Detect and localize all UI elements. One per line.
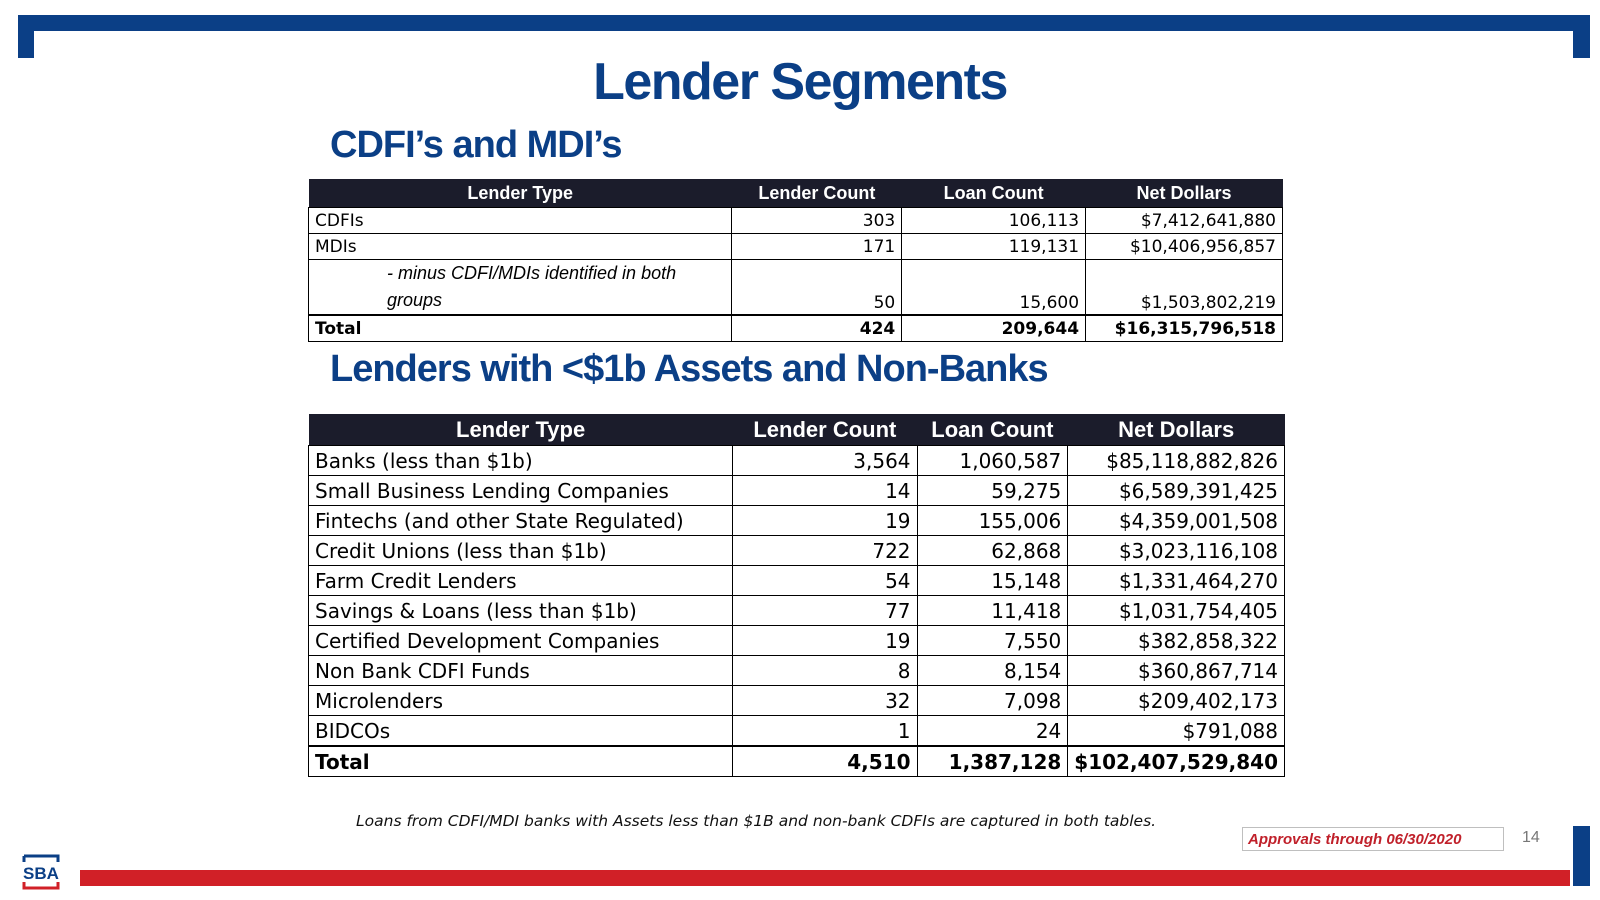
table-row [309,716,1285,747]
lender-type-cell: Non Bank CDFI Funds [309,656,733,686]
sba-logo-text: SBA [23,864,59,883]
lender-count-cell: 32 [733,686,917,716]
table-total-row [309,315,1283,342]
column-header: Loan Count [902,179,1086,208]
column-header: Net Dollars [1086,179,1283,208]
lender-count-cell: 171 [732,234,902,260]
total-loan-count-cell: 209,644 [902,315,1086,342]
total-net-dollars-cell: $16,315,796,518 [1086,315,1283,342]
lender-count-cell: 19 [733,506,917,536]
loan-count-cell: 7,550 [917,626,1068,656]
lender-type-cell: Savings & Loans (less than $1b) [309,596,733,626]
loan-count-cell: 8,154 [917,656,1068,686]
net-dollars-cell: $1,331,464,270 [1068,566,1285,596]
lender-type-cell: CDFIs [309,208,732,234]
cdfi-mdi-table [308,179,1283,342]
net-dollars-cell: $1,503,802,219 [1086,260,1283,316]
page-title: Lender Segments [593,53,1007,111]
net-dollars-cell: $1,031,754,405 [1068,596,1285,626]
total-net-dollars-cell: $102,407,529,840 [1068,746,1285,777]
table-row [309,656,1285,686]
column-header: Lender Type [309,414,733,446]
lender-type-cell: MDIs [309,234,732,260]
loan-count-cell: 24 [917,716,1068,747]
lender-type-cell: - minus CDFI/MDIs identified in both groups [309,260,732,316]
table-row [309,234,1283,260]
total-lender-count-cell: 424 [732,315,902,342]
section-heading-cdfi-mdi: CDFI’s and MDI’s [330,124,622,166]
loan-count-cell: 15,148 [917,566,1068,596]
table-row [309,260,1283,316]
net-dollars-cell: $4,359,001,508 [1068,506,1285,536]
column-header: Net Dollars [1068,414,1285,446]
lender-count-cell: 77 [733,596,917,626]
total-loan-count-cell: 1,387,128 [917,746,1068,777]
column-header: Lender Type [309,179,732,208]
loan-count-cell: 1,060,587 [917,446,1068,476]
lender-type-cell: Fintechs (and other State Regulated) [309,506,733,536]
bottom-red-bar [80,870,1570,886]
lender-type-cell: Farm Credit Lenders [309,566,733,596]
section-heading-small-lenders: Lenders with <$1b Assets and Non-Banks [330,348,1048,390]
net-dollars-cell: $791,088 [1068,716,1285,747]
table-row [309,686,1285,716]
net-dollars-cell: $6,589,391,425 [1068,476,1285,506]
footnote: Loans from CDFI/MDI banks with Assets less than $1B and non-bank CDFIs are captured in both tables. [356,812,1157,830]
sba-logo-icon [18,850,64,890]
lender-type-cell: Small Business Lending Companies [309,476,733,506]
small-lenders-table [308,414,1285,777]
net-dollars-cell: $85,118,882,826 [1068,446,1285,476]
total-label-cell: Total [309,746,733,777]
table-header-row [309,179,1283,208]
net-dollars-cell: $10,406,956,857 [1086,234,1283,260]
lender-type-cell: Microlenders [309,686,733,716]
table-row [309,566,1285,596]
table-row [309,506,1285,536]
total-label-cell: Total [309,315,732,342]
table-row [309,476,1285,506]
table-row [309,446,1285,476]
total-lender-count-cell: 4,510 [733,746,917,777]
bottom-right-border [1573,826,1590,886]
lender-count-cell: 3,564 [733,446,917,476]
net-dollars-cell: $209,402,173 [1068,686,1285,716]
loan-count-cell: 119,131 [902,234,1086,260]
lender-count-cell: 14 [733,476,917,506]
column-header: Lender Count [732,179,902,208]
loan-count-cell: 62,868 [917,536,1068,566]
lender-count-cell: 50 [732,260,902,316]
column-header: Lender Count [733,414,917,446]
lender-type-cell: BIDCOs [309,716,733,747]
column-header: Loan Count [917,414,1068,446]
table-row [309,626,1285,656]
loan-count-cell: 155,006 [917,506,1068,536]
lender-count-cell: 303 [732,208,902,234]
net-dollars-cell: $7,412,641,880 [1086,208,1283,234]
approvals-note: Approvals through 06/30/2020 [1242,827,1504,851]
loan-count-cell: 106,113 [902,208,1086,234]
table-row [309,536,1285,566]
table-header-row [309,414,1285,446]
loan-count-cell: 7,098 [917,686,1068,716]
lender-count-cell: 8 [733,656,917,686]
lender-count-cell: 54 [733,566,917,596]
net-dollars-cell: $3,023,116,108 [1068,536,1285,566]
lender-type-cell: Banks (less than $1b) [309,446,733,476]
page-number: 14 [1522,829,1540,846]
lender-count-cell: 722 [733,536,917,566]
lender-type-cell: Certified Development Companies [309,626,733,656]
net-dollars-cell: $382,858,322 [1068,626,1285,656]
top-border-bar [18,15,1590,31]
loan-count-cell: 15,600 [902,260,1086,316]
lender-count-cell: 19 [733,626,917,656]
loan-count-cell: 11,418 [917,596,1068,626]
table-row [309,208,1283,234]
lender-type-cell: Credit Unions (less than $1b) [309,536,733,566]
loan-count-cell: 59,275 [917,476,1068,506]
table-row [309,596,1285,626]
table-total-row [309,746,1285,777]
net-dollars-cell: $360,867,714 [1068,656,1285,686]
lender-count-cell: 1 [733,716,917,747]
